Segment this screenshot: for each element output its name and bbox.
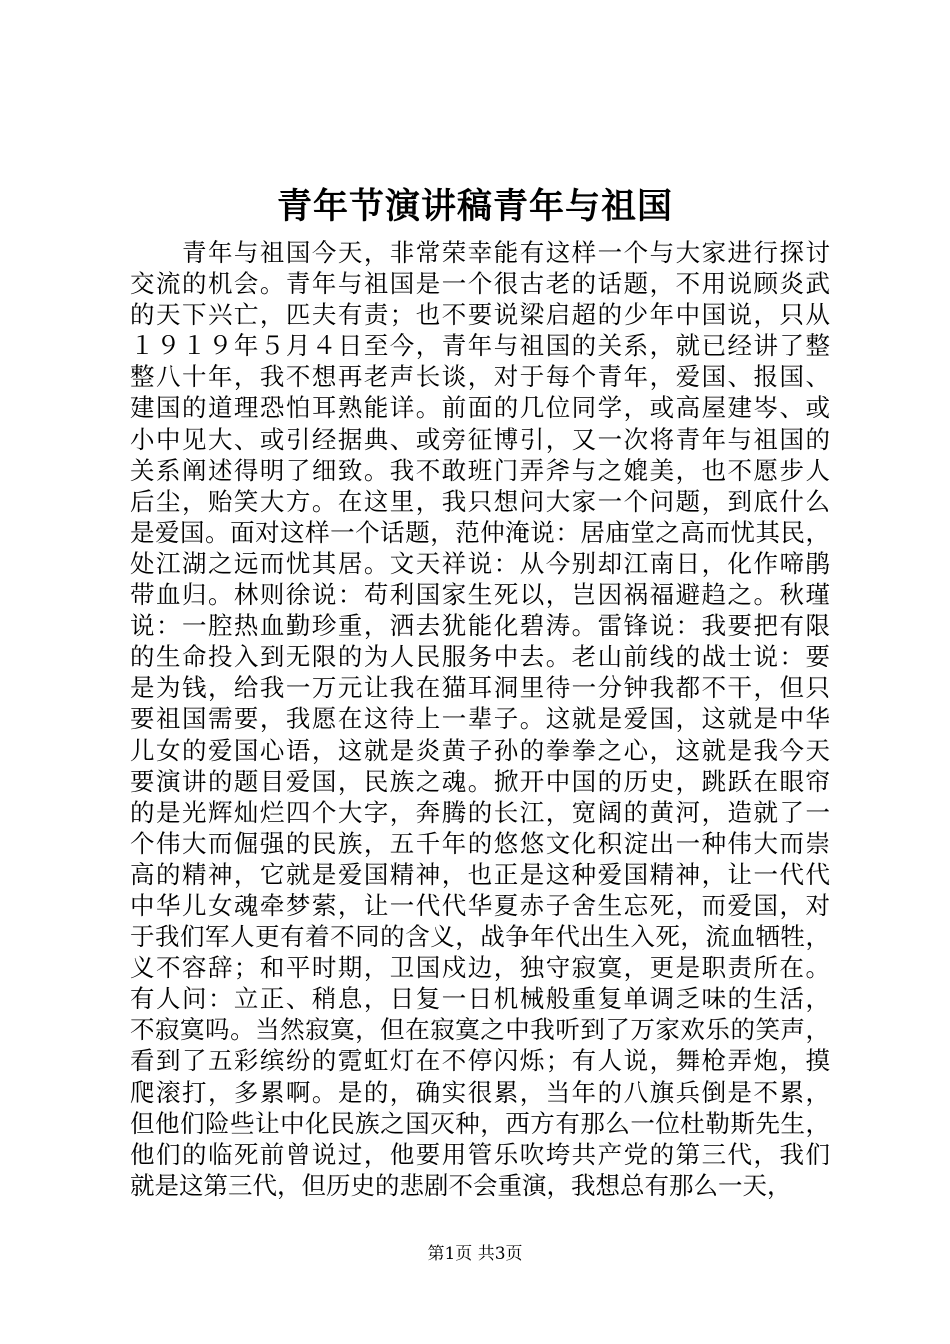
body-line: 个伟大而倔强的民族，五千年的悠悠文化积淀出一种伟大而崇 bbox=[130, 828, 830, 858]
body-line: １９１９年５月４日至今，青年与祖国的关系，就已经讲了整 bbox=[130, 331, 830, 361]
body-line: 儿女的爱国心语，这就是炎黄子孙的拳拳之心，这就是我今天 bbox=[130, 735, 830, 765]
body-line: 要祖国需要，我愿在这待上一辈子。这就是爱国，这就是中华 bbox=[130, 704, 830, 734]
body-line: 小中见大、或引经据典、或旁征博引，又一次将青年与祖国的 bbox=[130, 424, 830, 454]
body-line: 不寂寞吗。当然寂寞，但在寂寞之中我听到了万家欢乐的笑声， bbox=[130, 1015, 830, 1045]
body-line: 后尘，贻笑大方。在这里，我只想问大家一个问题，到底什么 bbox=[130, 486, 830, 516]
body-line: 青年与祖国今天，非常荣幸能有这样一个与大家进行探讨 bbox=[130, 238, 830, 267]
body-line: 就是这第三代，但历史的悲剧不会重演，我想总有那么一天， bbox=[130, 1170, 792, 1200]
body-line: 他们的临死前曾说过，他要用管乐吹垮共产党的第三代，我们 bbox=[130, 1139, 830, 1169]
body-line: 的是光辉灿烂四个大字，奔腾的长江，宽阔的黄河，造就了一 bbox=[130, 797, 830, 827]
body-line: 有人问：立正、稍息，日复一日机械般重复单调乏味的生活， bbox=[130, 984, 830, 1014]
body-line: 建国的道理恐怕耳熟能详。前面的几位同学，或高屋建岑、或 bbox=[130, 393, 830, 423]
body-line: 是爱国。面对这样一个话题，范仲淹说：居庙堂之高而忧其民， bbox=[130, 517, 830, 547]
document-body bbox=[130, 237, 830, 1201]
body-line: 处江湖之远而忧其居。文天祥说：从今别却江南日，化作啼鹃 bbox=[130, 548, 830, 578]
body-line: 高的精神，它就是爱国精神，也正是这种爱国精神，让一代代 bbox=[130, 859, 830, 889]
body-line: 爬滚打，多累啊。是的，确实很累，当年的八旗兵倒是不累， bbox=[130, 1077, 830, 1107]
body-line: 中华儿女魂牵梦萦，让一代代华夏赤子舍生忘死，而爱国，对 bbox=[130, 890, 830, 920]
page-footer: 第1页 共3页 bbox=[427, 1244, 523, 1264]
body-line: 交流的机会。青年与祖国是一个很古老的话题，不用说顾炎武 bbox=[130, 269, 830, 299]
body-line: 要演讲的题目爱国，民族之魂。掀开中国的历史，跳跃在眼帘 bbox=[130, 766, 830, 796]
body-line: 带血归。林则徐说：苟利国家生死以，岂因祸福避趋之。秋瑾 bbox=[130, 580, 830, 610]
body-line: 看到了五彩缤纷的霓虹灯在不停闪烁；有人说，舞枪弄炮，摸 bbox=[130, 1046, 830, 1076]
body-line: 说：一腔热血勤珍重，洒去犹能化碧涛。雷锋说：我要把有限 bbox=[130, 611, 830, 641]
document-title: 青年节演讲稿青年与祖国 bbox=[276, 186, 673, 227]
body-line: 关系阐述得明了细致。我不敢班门弄斧与之媲美，也不愿步人 bbox=[130, 455, 830, 485]
body-line: 是为钱，给我一万元让我在猫耳洞里待一分钟我都不干，但只 bbox=[130, 673, 830, 703]
body-line: 义不容辞；和平时期，卫国戍边，独守寂寞，更是职责所在。 bbox=[130, 953, 830, 983]
body-line: 的天下兴亡，匹夫有责；也不要说梁启超的少年中国说，只从 bbox=[130, 300, 830, 330]
body-line: 整八十年，我不想再老声长谈，对于每个青年，爱国、报国、 bbox=[130, 362, 830, 392]
body-line: 的生命投入到无限的为人民服务中去。老山前线的战士说：要 bbox=[130, 642, 830, 672]
body-line: 但他们险些让中化民族之国灭种，西方有那么一位杜勒斯先生， bbox=[130, 1108, 830, 1138]
body-line: 于我们军人更有着不同的含义，战争年代出生入死，流血牺牲， bbox=[130, 922, 830, 952]
